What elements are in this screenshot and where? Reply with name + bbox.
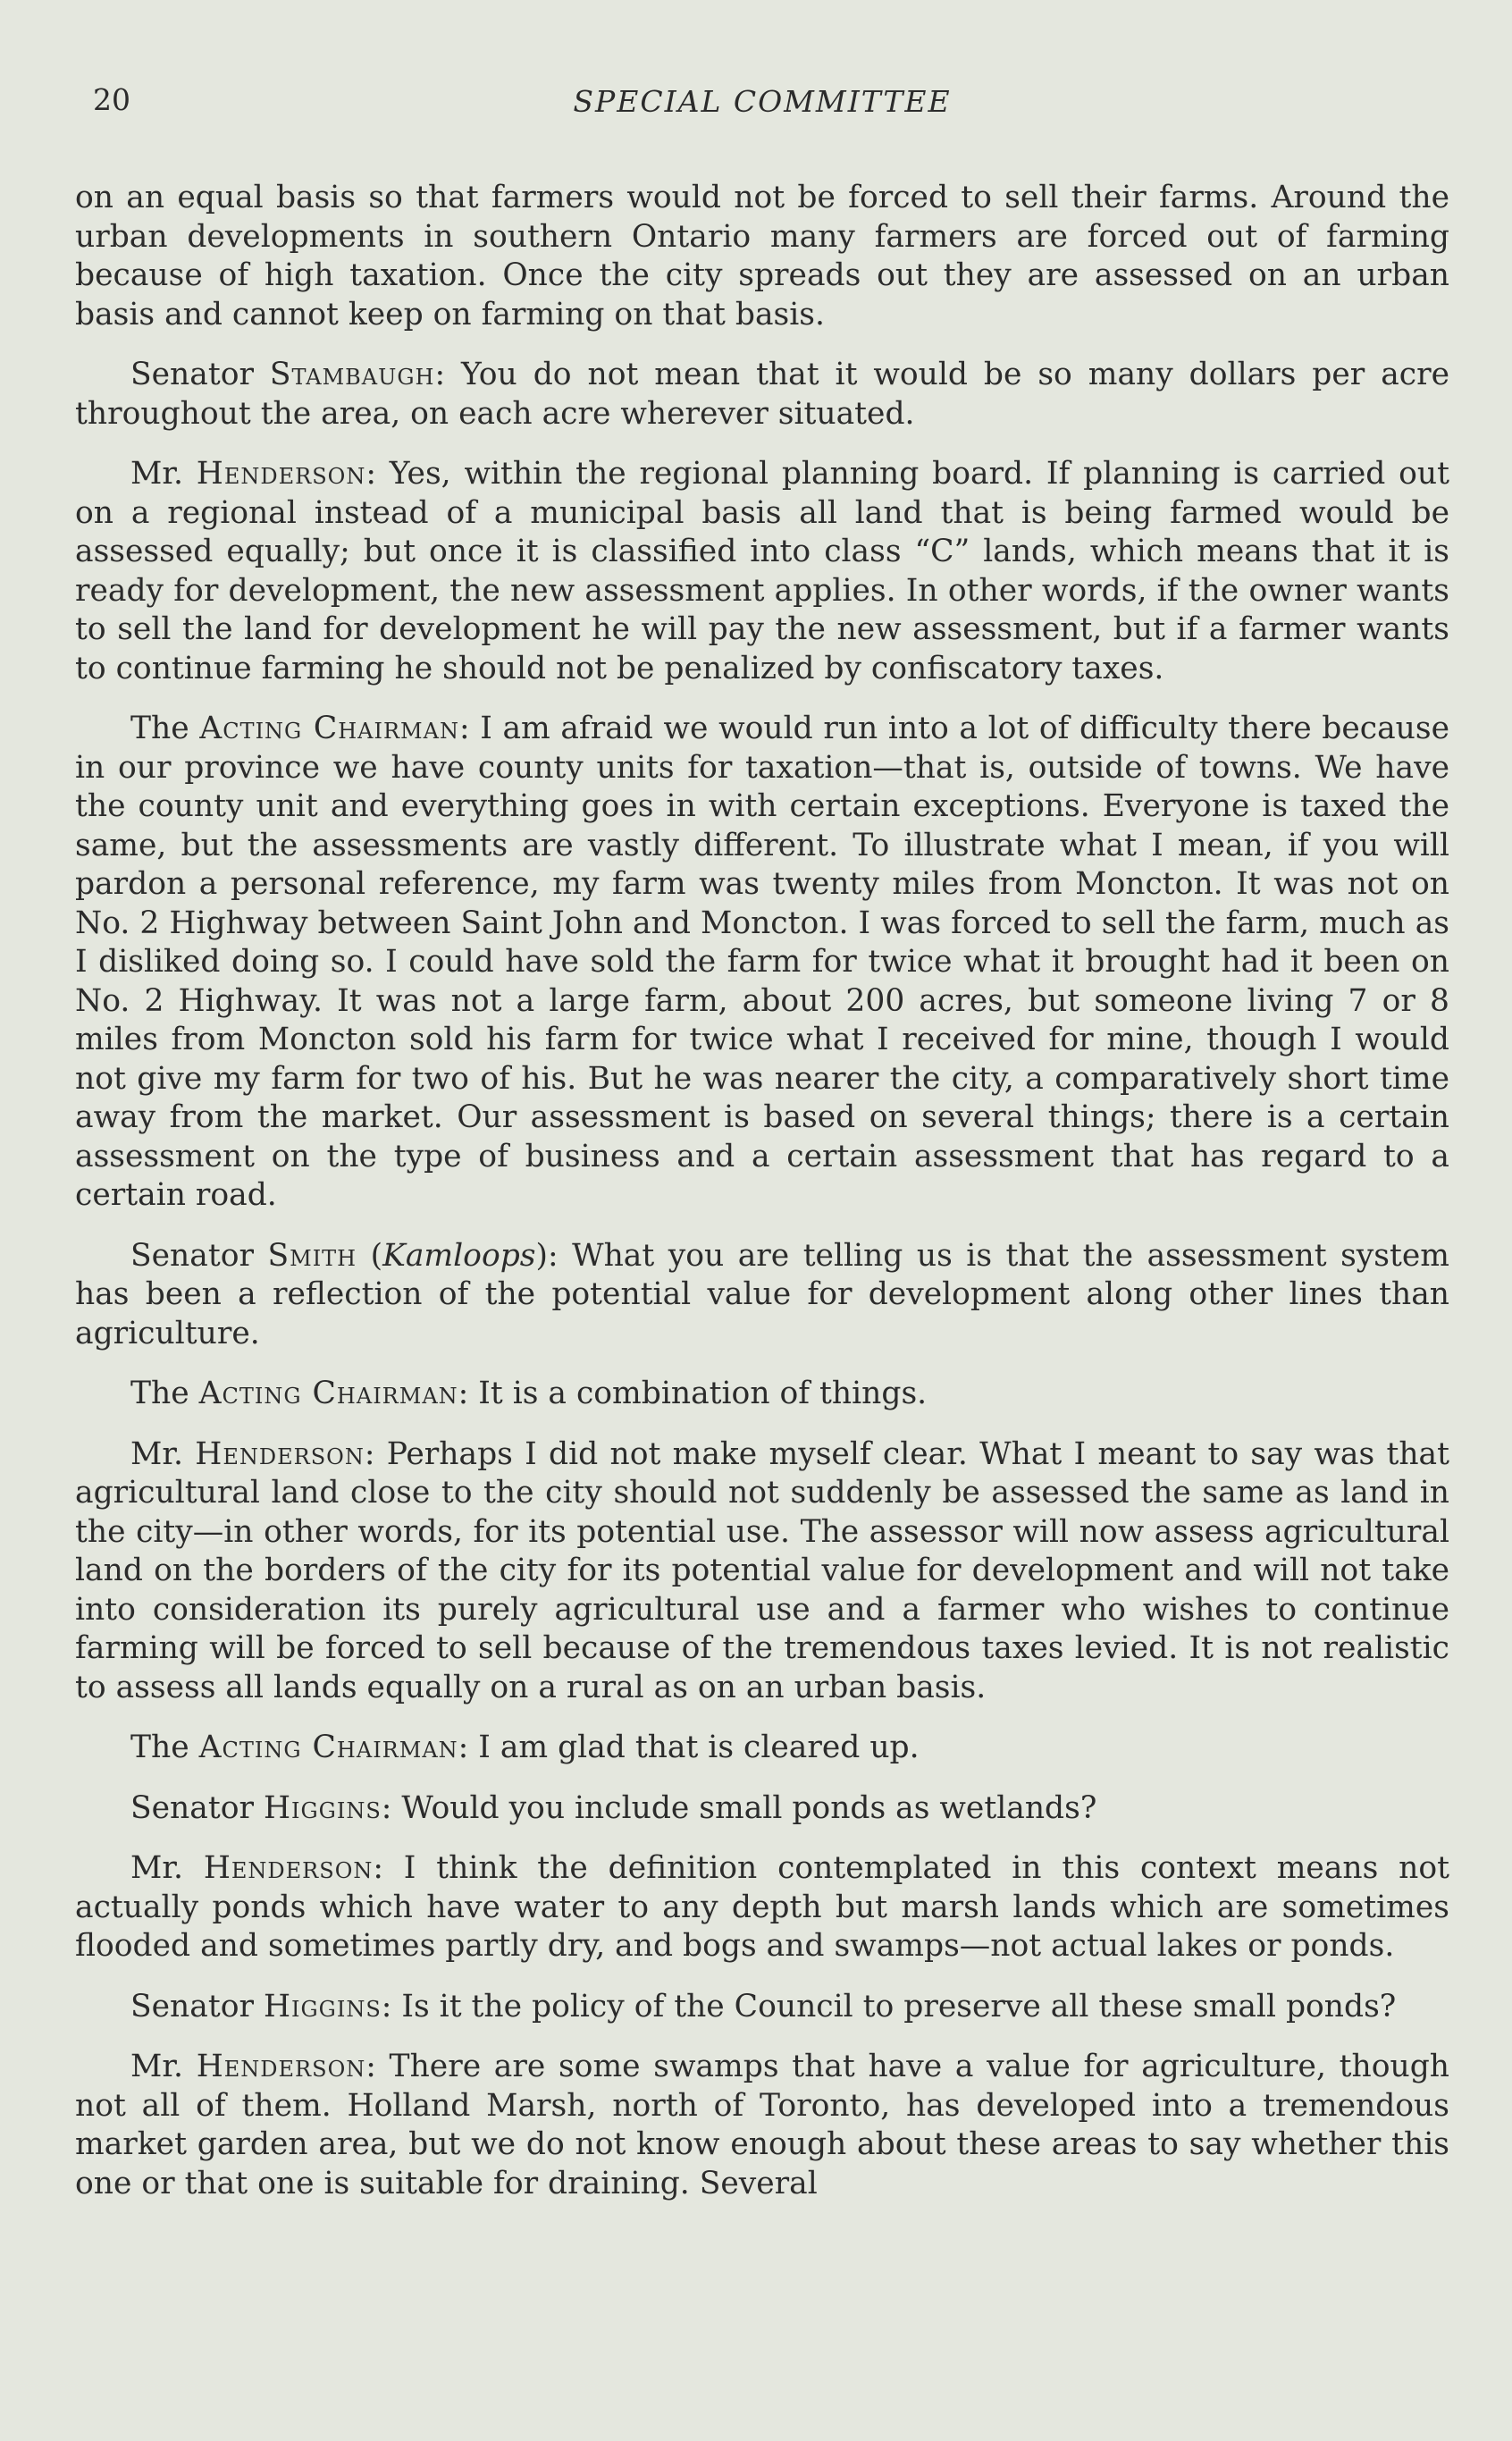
- paragraph-text: : Yes, within the regional planning board. If planning is carried out on a regional instead of a municipal basis all land that is being farmed would be assessed equally; but once it is classified into class “C” lands, which means that it is ready for development, the new assessment applies. In other words, if the owner wants to sell the land for development he will pay the new assessment, but if a farmer wants to continue farming he should not be penalized by confiscatory taxes.: [75, 456, 1449, 686]
- speaker-name: Henderson: [195, 1435, 365, 1472]
- speaker-title: Senator: [130, 1988, 264, 2024]
- paragraph-text: : You do not mean that it would be so many dollars per acre throughout the area, on each acre wherever situated.: [75, 357, 1450, 432]
- paragraph-text: : I am glad that is cleared up.: [458, 1730, 920, 1765]
- speaker-title: Mr.: [130, 2049, 197, 2084]
- paragraph-text: on an equal basis so that farmers would not be forced to sell their farms. Around the urban developments in southern Ontario many farmers are forced out of farming because of high taxation. Once the city spreads out they are assessed on an urban basis and cannot keep on farming on that basis.: [75, 180, 1449, 332]
- speaker-title: Mr.: [130, 1850, 204, 1886]
- page-header: [75, 79, 1449, 147]
- paragraph: [75, 1789, 1449, 1829]
- speaker-title: The: [130, 1730, 199, 1765]
- speaker-title: Mr.: [130, 1435, 196, 1472]
- paragraph: [75, 356, 1449, 433]
- paragraph-text: : I am afraid we would run into a lot of difficulty there because in our province we have county units for taxation—that is, outside of towns. We have the county unit and everything goes in with certain exceptions. Everyone is taxed the same, but the assessments are vastly different. To illustrate what I mean, if you will pardon a personal reference, my farm was twenty miles from Moncton. It was not on No. 2 Highway between Saint John and Moncton. I was forced to sell the farm, much as I disliked doing so. I could have sold the farm for twice what it brought had it been on No. 2 Highway. It was not a large farm, about 200 acres, but someone living 7 or 8 miles from Moncton sold his farm for twice what I received for mine, though I would not give my farm for two of his. But he was nearer the city, a comparatively short time away from the market. Our assessment is based on several things; there is a certain assessment on the type of business and a certain assessment that has regard to a certain road.: [75, 711, 1449, 1213]
- paragraph-text: : It is a combination of things.: [458, 1376, 928, 1411]
- speaker-name: Acting Chairman: [198, 1376, 458, 1411]
- speaker-name: Henderson: [196, 456, 366, 492]
- speaker-name: Stambaugh: [269, 357, 435, 392]
- paragraph: [75, 710, 1449, 1216]
- paragraph-text: : What you are telling us is that the assessment system has been a reflection of the potential value for development along other lines than agriculture.: [75, 1237, 1449, 1351]
- speaker-name: Acting Chairman: [198, 1730, 458, 1765]
- paragraph-text: : Perhaps I did not make myself clear. What I meant to say was that agricultural land close to the city should not suddenly be assessed the same as land in the city—in other words, for its potential use. The assessor will now assess agricultural land on the borders of the city for its potential value for development and will not take into consideration its purely agricultural use and a farmer who wishes to continue farming will be forced to sell because of the tremendous taxes levied. It is not realistic to assess all lands equally on a rural as on an urban basis.: [75, 1435, 1449, 1705]
- speaker-title: Senator: [130, 357, 270, 392]
- page-number: 20: [93, 82, 130, 117]
- paragraph: Senator Smith (Kamloops): What you are telling us is that the assessment system has been a reflection of the potential value for development along other lines than agriculture.: [75, 1237, 1449, 1351]
- speaker-note: Kamloops: [382, 1237, 536, 1274]
- paragraph-text: : There are some swamps that have a value for agriculture, though not all of them. Holland Marsh, north of Toronto, has developed into a tremendous market garden area, but we do not know enough about these areas to say whether this one or that one is suitable for draining. Several: [75, 2049, 1449, 2201]
- paragraph: [75, 179, 1449, 334]
- paragraph: [75, 1988, 1449, 2027]
- speaker-name: Higgins: [263, 1988, 382, 2024]
- speaker-title: The: [130, 711, 200, 746]
- speaker-name: Higgins: [263, 1789, 382, 1826]
- paragraph-text: : I think the definition contemplated in this context means not actually ponds which have water to any depth but marsh lands which are sometimes flooded and sometimes partly dry, and bogs and swamps—not actual lakes or ponds.: [75, 1850, 1449, 1964]
- paragraph-text: : Is it the policy of the Council to preserve all these small ponds?: [381, 1988, 1397, 2024]
- speaker-name: Smith: [267, 1237, 357, 1274]
- paragraph: [75, 1435, 1449, 1708]
- speaker-title: Senator: [130, 1237, 268, 1274]
- transcript-body: [75, 179, 1449, 2203]
- speaker-title: The: [130, 1376, 199, 1411]
- paragraph: [75, 1849, 1449, 1966]
- speaker-name: Henderson: [203, 1850, 374, 1886]
- paragraph: [75, 1375, 1449, 1414]
- paragraph: [75, 1729, 1449, 1768]
- speaker-name: Acting Chairman: [199, 711, 459, 746]
- speaker-name: Henderson: [196, 2049, 366, 2084]
- paragraph: [75, 2048, 1449, 2203]
- running-head: SPECIAL COMMITTEE: [573, 84, 952, 119]
- paragraph: [75, 455, 1449, 688]
- paragraph-text: : Would you include small ponds as wetlands?: [381, 1789, 1097, 1826]
- speaker-title: Senator: [130, 1789, 264, 1826]
- speaker-title: Mr.: [130, 456, 197, 492]
